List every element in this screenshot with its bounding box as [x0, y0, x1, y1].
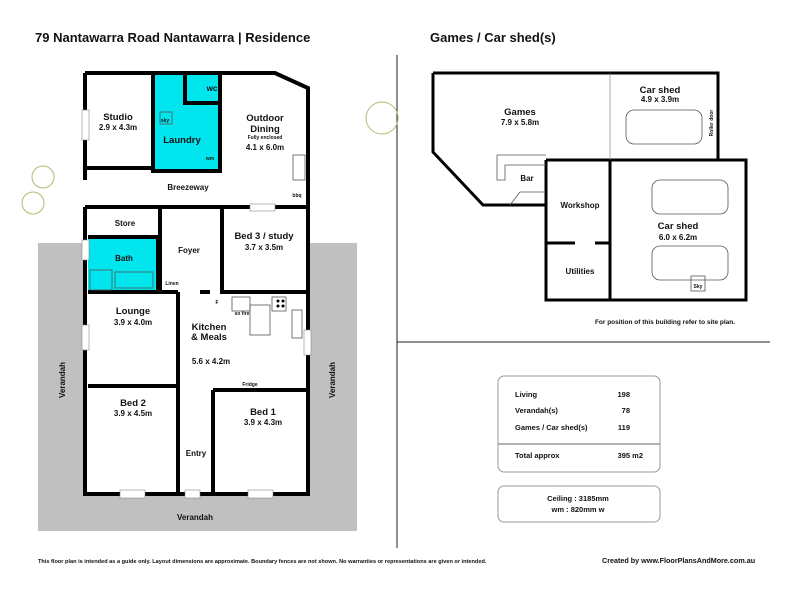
- site-plan-note: For position of this building refer to site plan.: [594, 319, 736, 326]
- room-label-foyer: Foyer: [178, 246, 200, 255]
- specs-box: [498, 486, 660, 522]
- area-label-total: Total approx: [515, 451, 560, 460]
- bath-area: [88, 238, 157, 291]
- room-dim-studio: 2.9 x 4.3m: [98, 123, 138, 132]
- area-value-living: 198: [617, 390, 630, 399]
- wm-label: wm: [205, 156, 215, 162]
- room-label-games: Games: [504, 107, 536, 118]
- room-label-breezeway: Breezeway: [167, 183, 209, 192]
- ceiling-spec: Ceiling : 3185mm: [547, 494, 609, 503]
- room-label-bed1: Bed 1: [250, 407, 276, 418]
- room-label-outdoor: Outdoor: [246, 113, 284, 124]
- fridge-label: Fridge: [242, 382, 258, 388]
- room-label-carshed-small: Car shed: [639, 85, 681, 96]
- room-label-wc: wc: [206, 84, 218, 93]
- area-label-games: Games / Car shed(s): [515, 423, 588, 432]
- room-dim-carshed-small: 4.9 x 3.9m: [640, 95, 680, 104]
- fire-label: so fire: [234, 311, 250, 317]
- room-dim-lounge: 3.9 x 4.0m: [113, 318, 153, 327]
- room-label-meals: & Meals: [191, 332, 227, 343]
- outbuilding-title: Games / Car shed(s): [430, 30, 556, 45]
- room-dim-bed1: 3.9 x 4.3m: [243, 418, 283, 427]
- verandah-label-bottom: Verandah: [176, 513, 214, 522]
- area-value-total: 395 m2: [617, 451, 643, 460]
- area-label-living: Living: [515, 390, 538, 399]
- roller-door-label: Roller door: [709, 109, 715, 137]
- wm-spec: wm : 820mm w: [551, 505, 605, 514]
- room-dim-bed2: 3.9 x 4.5m: [113, 409, 153, 418]
- room-label-carshed-big: Car shed: [657, 221, 699, 232]
- linen-label: Linen: [165, 281, 179, 287]
- disclaimer: This floor plan is intended as a guide only. Layout dimensions are approximate. Boundary fences are not shown. No warranties or representations are given or intended.: [38, 559, 487, 565]
- room-label-lounge: Lounge: [115, 306, 151, 317]
- room-label-dining: Dining: [250, 124, 280, 135]
- room-label-entry: Entry: [185, 449, 207, 458]
- area-label-verandah: Verandah(s): [515, 406, 558, 415]
- room-label-bath: Bath: [115, 254, 133, 263]
- room-label-laundry: Laundry: [163, 135, 201, 146]
- room-label-studio: Studio: [103, 112, 133, 123]
- residence-title: 79 Nantawarra Road Nantawarra | Residence: [35, 30, 311, 45]
- verandah-label-left: Verandah: [58, 361, 67, 399]
- room-dim-carshed-big: 6.0 x 6.2m: [658, 233, 698, 242]
- room-dim-games: 7.9 x 5.8m: [500, 118, 540, 127]
- room-label-bed3: Bed 3 / study: [234, 231, 294, 242]
- sky-label-shed: Sky: [693, 284, 703, 290]
- bbq-label: bbq: [292, 193, 302, 199]
- outbuilding-walls: [433, 73, 746, 300]
- room-label-bed2: Bed 2: [120, 398, 146, 409]
- sky-label: sky: [160, 118, 170, 124]
- verandah-label-right: Verandah: [328, 361, 337, 399]
- area-value-games: 119: [617, 423, 630, 432]
- room-label-workshop: Workshop: [560, 201, 600, 210]
- credit: Created by www.FloorPlansAndMore.com.au: [602, 556, 756, 565]
- room-label-kitchen: Kitchen: [191, 322, 227, 333]
- f-label: F: [215, 300, 219, 306]
- room-dim-kitchen: 5.6 x 4.2m: [191, 357, 231, 366]
- room-dim-outdoor: 4.1 x 6.0m: [245, 143, 285, 152]
- area-value-verandah: 78: [621, 406, 630, 415]
- room-label-bar: Bar: [520, 174, 534, 183]
- room-dim-bed3: 3.7 x 3.5m: [244, 243, 284, 252]
- room-label-store: Store: [114, 219, 136, 228]
- fully-enclosed-note: Fully enclosed: [247, 135, 283, 141]
- room-label-utilities: Utilities: [565, 267, 595, 276]
